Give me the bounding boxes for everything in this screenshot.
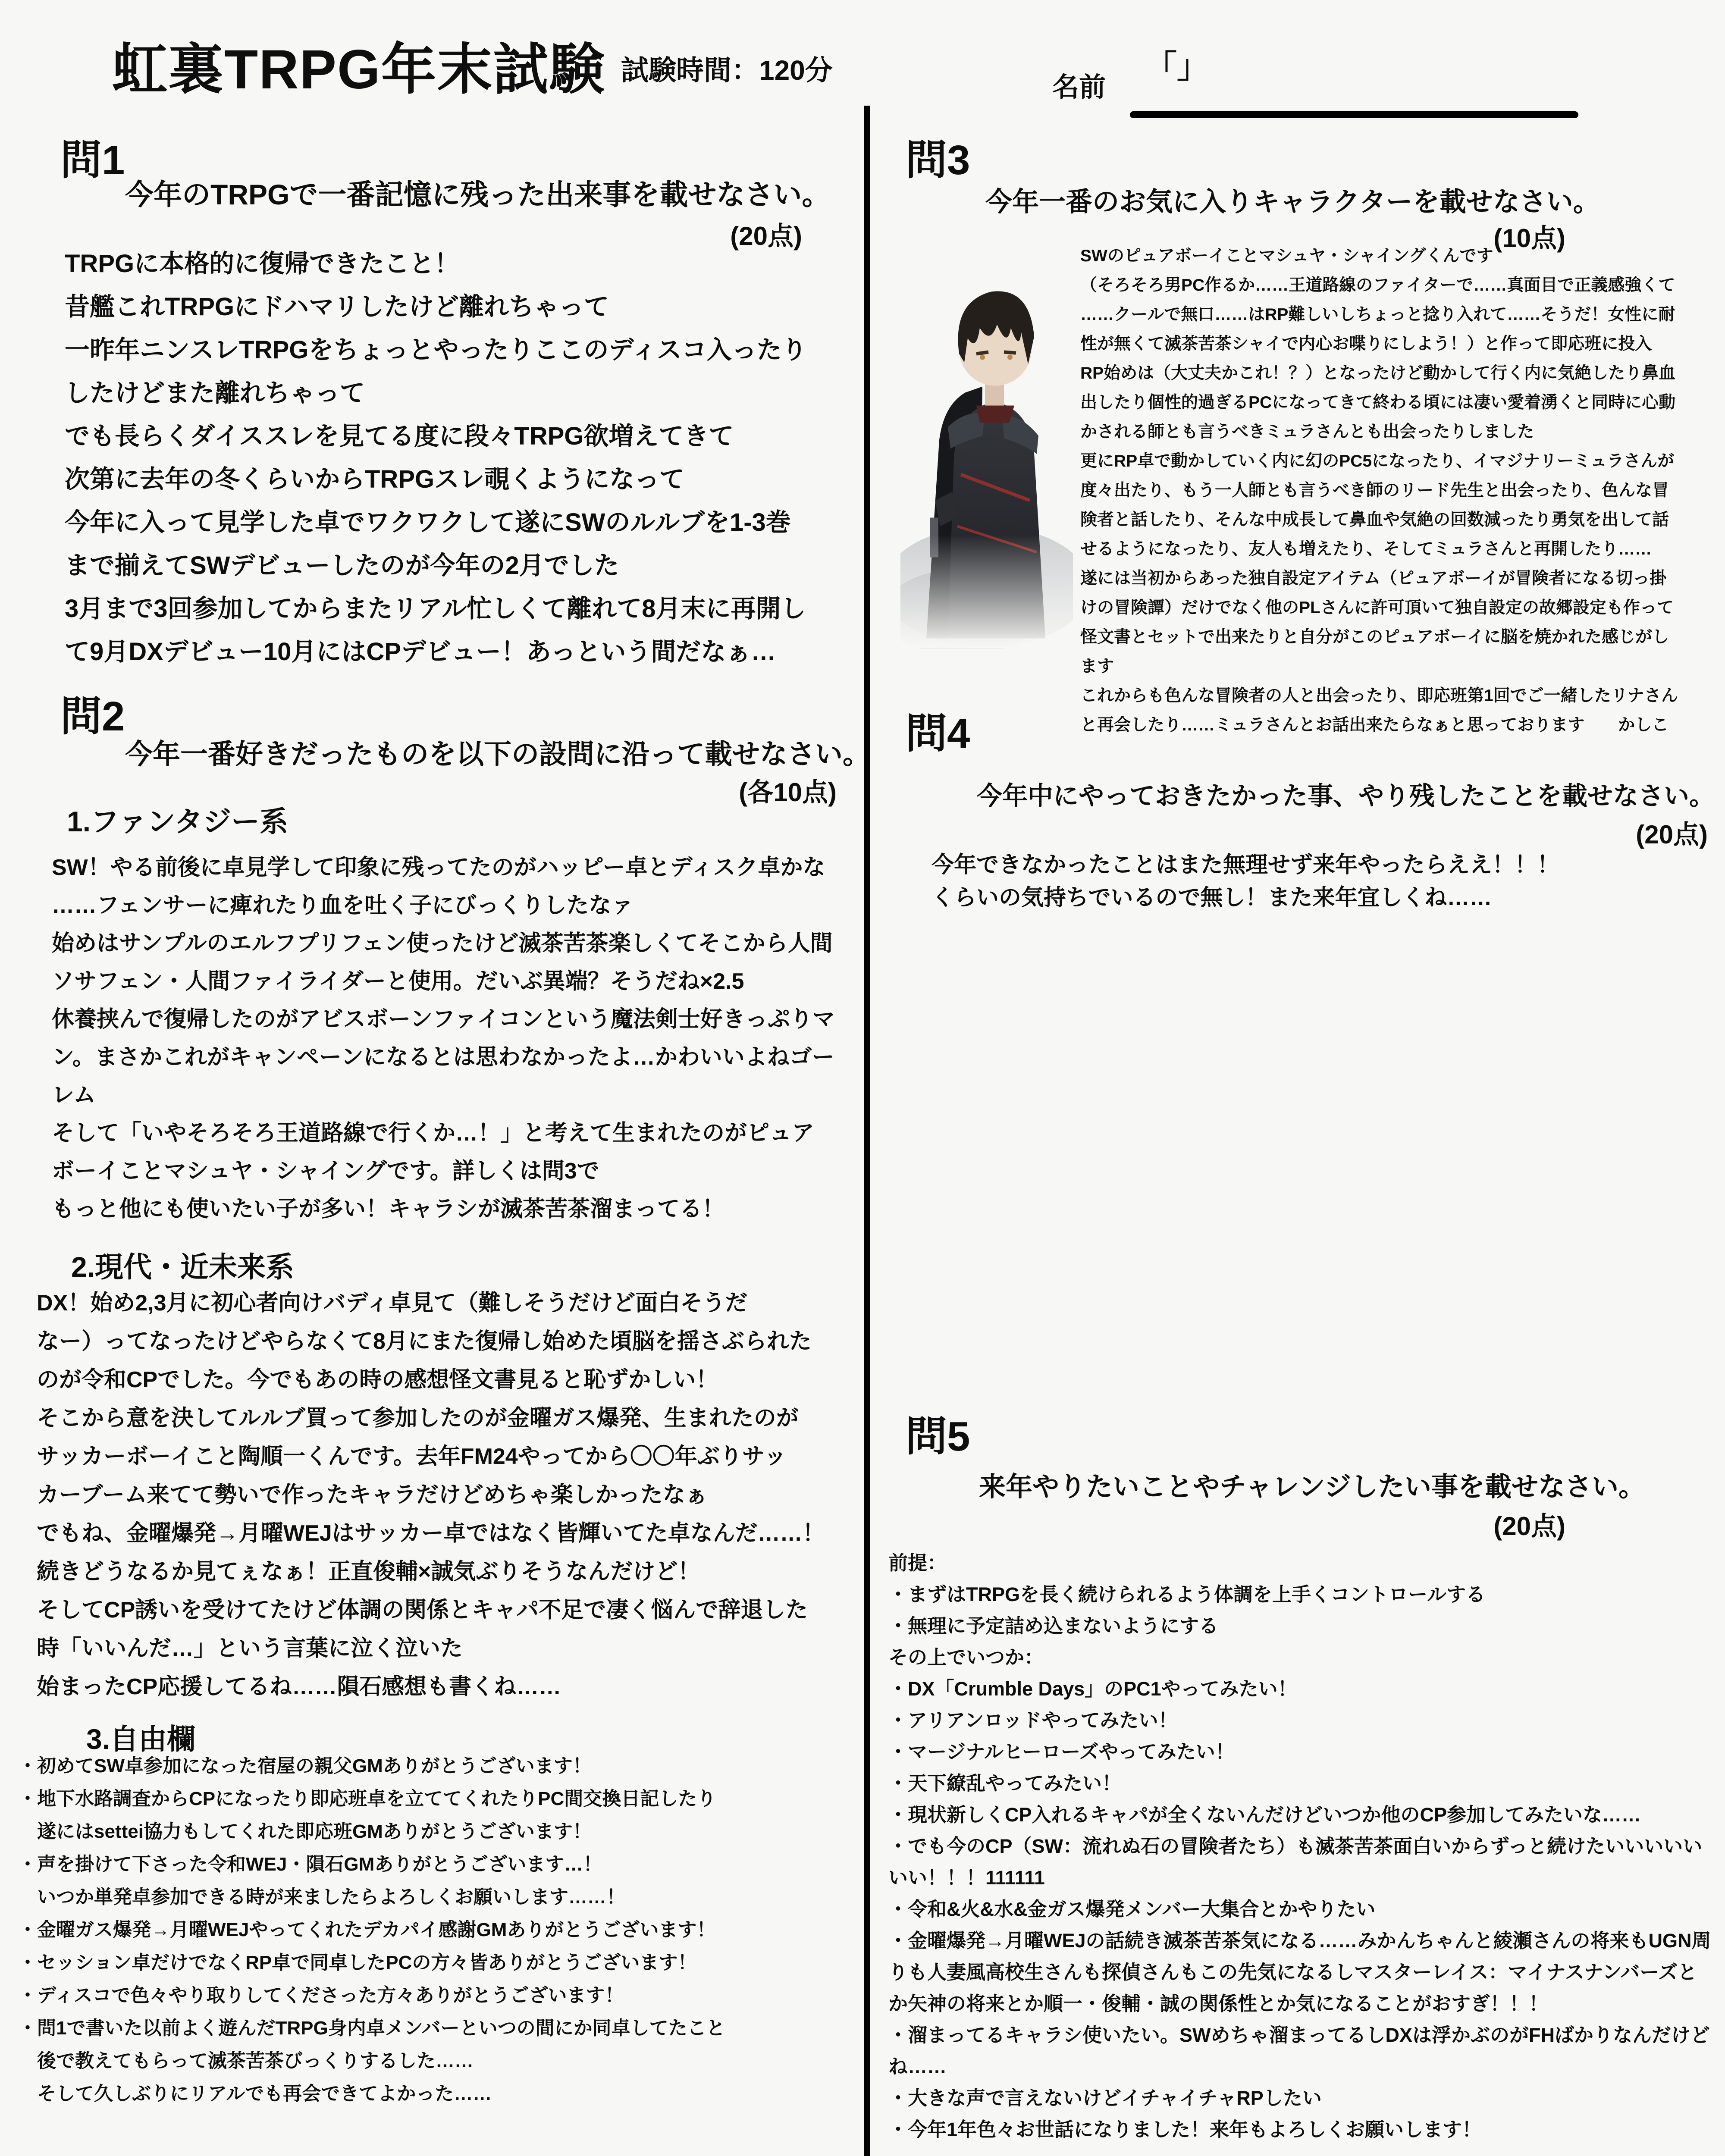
text-line: したけどまた離れちゃって <box>65 379 365 407</box>
text-line: ・ディスコで色々やり取りしてくださった方々ありがとうございます！ <box>18 1985 624 2006</box>
text-line: ……フェンサーに痺れたり血を吐く子にびっくりしたなァ <box>52 893 634 918</box>
text-line: 休養挟んで復帰したのがアビスボーンファイコンという魔法剣士好きっぷりマ <box>52 1007 835 1032</box>
text-line: 性が無くて滅茶苦茶シャイで内心お喋りにしよう！）と作って即応班に投入 <box>1080 335 1652 353</box>
question3-points: (10点) <box>1493 224 1565 253</box>
text-line: ソサフェン・人間ファイライダーと使用。だいぶ異端？そうだね×2.5 <box>52 969 744 994</box>
eye-iris <box>1007 355 1013 360</box>
text-line: ・現状新しくCP入れるキャパが全くないんだけどいつか他のCP参加してみたいな…… <box>888 1804 1641 1826</box>
text-line: 怪文書とセットで出来たりと自分がこのピュアボーイに脳を焼かれた感じがし <box>1080 628 1669 646</box>
text-line: その上でいつか： <box>888 1646 1044 1668</box>
text-line: けの冒険譚）だけでなく他のPLさんに許可頂いて独自設定の故郷設定も作って <box>1080 599 1674 617</box>
text-line: と再会したり……ミュラさんとお話出来たらなぁと思っております かしこ <box>1080 716 1669 734</box>
question3-label: 問3 <box>906 137 970 183</box>
question2-section2-heading: 2.現代・近未来系 <box>71 1251 295 1283</box>
text-line: もっと他にも使いたい子が多い！キャラシが滅茶苦茶溜まってる！ <box>52 1197 725 1222</box>
text-line: か矢神の将来とか順一・俊輔・誠の関係性とか気になることがおすぎ！！！ <box>888 1993 1549 2015</box>
text-line: 後で教えてもらって滅茶苦茶びっくりするした…… <box>18 2050 474 2071</box>
text-line: でも長らくダイススレを見てる度に段々TRPG欲増えてきて <box>65 422 734 450</box>
question5-label: 問5 <box>906 1413 970 1460</box>
page-title: 虹裏TRPG年末試験 <box>112 39 605 100</box>
text-line: りも人妻風高校生さんも探偵さんもこの先気になるしマスターレイス：マイナスナンバーズと <box>888 1961 1697 1983</box>
question1-prompt: 今年のTRPGで一番記憶に残った出来事を載せなさい。 <box>125 179 831 210</box>
text-line: 3月まで3回参加してからまたリアル忙しくて離れて8月末に再開し <box>65 595 806 623</box>
text-line: くらいの気持ちでいるので無し！また来年宜しくね…… <box>932 885 1492 910</box>
text-line: ・問1で書いた以前よく遊んだTRPG身内卓メンバーといつの間にか同卓してたこと <box>18 2018 725 2039</box>
text-line: 昔艦これTRPGにドハマリしたけど離れちゃって <box>65 293 609 321</box>
text-line: 出したり個性的過ぎるPCになってきて終わる頃には凄い愛着湧くと同時に心動 <box>1080 393 1676 412</box>
text-line: DX！始め2,3月に初心者向けバディ卓見て（難しそうだけど面白そうだ <box>37 1291 748 1316</box>
name-underline <box>1130 111 1578 118</box>
collar <box>976 406 1014 423</box>
text-line: 続きどうなるか見てぇなぁ！正直俊輔×誠気ぶりそうなんだけど！ <box>37 1559 700 1584</box>
text-line: そしてCP誘いを受けてたけど体調の関係とキャパ不足で凄く悩んで辞退した <box>37 1598 808 1623</box>
text-line: 始めはサンプルのエルフプリフェン使ったけど滅茶苦茶楽しくてそこから人間 <box>52 931 833 956</box>
question2-label: 問2 <box>60 693 125 740</box>
question2-section2-answer <box>37 1284 825 1706</box>
text-line: 次第に去年の冬くらいからTRPGスレ覗くようになって <box>65 465 685 493</box>
text-line: ・天下繚乱やってみたい！ <box>888 1772 1122 1794</box>
question4-prompt: 今年中にやっておきたかった事、やり残したことを載せなさい。 <box>977 782 1715 810</box>
text-line: 険者と話したり、そんな中成長して鼻血や気絶の回数減ったり勇気を出して話 <box>1080 511 1669 529</box>
text-line: ・マージナルヒーローズやってみたい！ <box>888 1741 1235 1763</box>
eye <box>976 352 988 354</box>
text-line: 前提： <box>888 1552 947 1574</box>
bottom-fade <box>900 535 1073 649</box>
question5-answer <box>888 1547 1711 2145</box>
text-line: 更にRP卓で動かしていく内に幻のPC5になったり、イマジナリーミュラさんが <box>1080 452 1675 470</box>
text-line: ・今年1年色々お世話になりました！来年もよろしくお願いします！ <box>888 2118 1482 2140</box>
text-line: ・DX「Crumble Days」のPC1やってみたい！ <box>888 1678 1297 1700</box>
text-line: カーブーム来てて勢いで作ったキャラだけどめちゃ楽しかったなぁ <box>37 1482 708 1507</box>
text-line: かされる師とも言うべきミュラさんとも出会ったりしました <box>1080 423 1534 441</box>
text-line: ン。まさかこれがキャンペーンになるとは思わなかったよ…かわいいよねゴー <box>52 1045 834 1070</box>
text-line: これからも色んな冒険者の人と出会ったり、即応班第1回でご一緒したリナさん <box>1080 686 1678 705</box>
character-illustration <box>900 241 1073 649</box>
text-line: いい！！！111111 <box>888 1867 1045 1889</box>
question1-label: 問1 <box>60 137 125 183</box>
text-line: SWのピュアボーイことマシュヤ・シャイングくんです <box>1080 247 1493 265</box>
question5-prompt: 来年やりたいことやチャレンジしたい事を載せなさい。 <box>979 1472 1646 1502</box>
text-line: ・セッション卓だけでなくRP卓で同卓したPCの方々皆ありがとうございます！ <box>18 1952 697 1973</box>
text-line: ね…… <box>888 2056 947 2078</box>
question2-section1-answer <box>52 849 835 1228</box>
text-line: 今年できなかったことはまた無理せず来年やったらええ！！！ <box>932 852 1560 877</box>
question4-answer <box>932 849 1559 914</box>
text-line: ・地下水路調査からCPになったり即応班卓を立ててくれたりPC間交換日記したり <box>18 1788 716 1809</box>
text-line: そこから意を決してルルブ買って参加したのが金曜ガス爆発、生まれたのが <box>37 1406 799 1431</box>
anime-knight-illustration-svg <box>900 241 1073 649</box>
question2-prompt: 今年一番好きだったものを以下の設問に沿って載せなさい。 <box>125 739 870 770</box>
name-field-value: 「」 <box>1145 49 1209 85</box>
text-line: TRPGに本格的に復帰できたこと！ <box>65 250 460 278</box>
text-line: いつか単発卓参加できる時が来ましたらよろしくお願いします……！ <box>18 1887 625 1908</box>
text-line: なー）ってなったけどやらなくて8月にまた復帰し始めた頃脳を揺さぶられた <box>37 1329 812 1354</box>
question3-answer <box>1080 241 1678 740</box>
text-line: ……クールで無口……はRP難しいしちょっと捻り入れて……そうだ！女性に耐 <box>1080 305 1675 324</box>
text-line: ・令和&火&水&金ガス爆発メンバー大集合とかやりたい <box>888 1898 1376 1920</box>
text-line: ・初めてSW卓参加になった宿屋の親父GMありがとうございます！ <box>18 1755 592 1777</box>
text-line: ・アリアンロッドやってみたい！ <box>888 1709 1178 1731</box>
text-line: のが令和CPでした。今でもあの時の感想怪文書見ると恥ずかしい！ <box>37 1367 718 1392</box>
text-line: RP始めは（大丈夫かこれ！？）となったけど動かして行く内に気絶したり鼻血 <box>1080 364 1676 382</box>
exam-time-label: 試験時間：120分 <box>621 55 833 86</box>
question3-prompt: 今年一番のお気に入りキャラクターを載せなさい。 <box>985 187 1600 217</box>
text-line: 遂には当初からあった独自設定アイテム（ピュアボーイが冒険者になる切っ掛 <box>1080 569 1667 588</box>
question5-points: (20点) <box>1493 1512 1565 1541</box>
text-line: ・無理に予定詰め込まないようにする <box>888 1615 1219 1637</box>
text-line: 遂にはsettei協力もしてくれた即応班GMありがとうございます！ <box>18 1821 592 1842</box>
text-line: SW！やる前後に卓見学して印象に残ってたのがハッピー卓とディスク卓かな <box>52 855 825 880</box>
column-divider <box>864 106 870 2156</box>
text-line: 時「いいんだ…」という言葉に泣く泣いた <box>37 1636 463 1661</box>
text-line: 始まったCP応援してるね……隕石感想も書くね…… <box>37 1674 561 1699</box>
question1-answer <box>65 242 807 674</box>
text-line: て9月DXデビュー10月にはCPデビュー！あっという間だなぁ… <box>65 638 776 666</box>
question2-section3-heading: 3.自由欄 <box>86 1723 196 1755</box>
text-line: せるようになったり、友人も増えたり、そしてミュラさんと再開したり…… <box>1080 540 1652 558</box>
text-line: 今年に入って見学した卓でワクワクして遂にSWのルルブを1-3巻 <box>65 508 791 536</box>
question4-label: 問4 <box>906 711 970 757</box>
question1-points: (20点) <box>730 222 802 251</box>
text-line: ・溜まってるキャラシ使いたい。SWめちゃ溜まってるしDXは浮かぶのがFHばかりなんだけど <box>888 2024 1710 2046</box>
text-line: そして久しぶりにリアルでも再会できてよかった…… <box>18 2083 492 2104</box>
text-line: レム <box>52 1083 96 1108</box>
text-line: サッカーボーイこと陶順一くんです。去年FM24やってから〇〇年ぶりサッ <box>37 1444 787 1469</box>
text-line: ・金曜ガス爆発→月曜WEJやってくれたデカパイ感謝GMありがとうございます！ <box>18 1919 716 1940</box>
eye <box>1004 352 1016 353</box>
text-line: ます <box>1080 657 1114 676</box>
text-line: ・声を掛けて下さった令和WEJ・隕石GMありがとうございます…！ <box>18 1854 602 1875</box>
text-line: ・でも今のCP（SW：流れぬ石の冒険者たち）も滅茶苦茶面白いからずっと続けたいいいいい <box>888 1835 1703 1857</box>
question2-section3-answer <box>18 1750 725 2110</box>
text-line: まで揃えてSWデビューしたのが今年の2月でした <box>65 552 619 580</box>
question2-section1-heading: 1.ファンタジー系 <box>67 805 289 837</box>
name-field-label: 名前 <box>1052 72 1106 102</box>
text-line: でもね、金曜爆発→月曜WEJはサッカー卓ではなく皆輝いてた卓なんだ……！ <box>37 1521 825 1546</box>
eye-iris <box>980 355 985 360</box>
text-line: （そろそろ男PC作るか……王道路線のファイターで……真面目で正義感強くて <box>1080 276 1675 295</box>
text-line: そして「いやそろそろ王道路線で行くか…！」と考えて生まれたのがピュア <box>52 1121 815 1146</box>
text-line: 度々出たり、もう一人師とも言うべき師のリード先生と出会ったり、色んな冒 <box>1080 481 1669 500</box>
question2-points: (各10点) <box>739 778 837 807</box>
text-line: ・大きな声で言えないけどイチャイチャRPしたい <box>888 2087 1322 2109</box>
text-line: ・金曜爆発→月曜WEJの話続き滅茶苦茶気になる……みかんちゃんと綾瀬さんの将来もUGN周 <box>888 1930 1711 1952</box>
text-line: 一昨年ニンスレTRPGをちょっとやったりここのディスコ入ったり <box>65 336 807 364</box>
text-line: ・まずはTRPGを長く続けられるよう体調を上手くコントロールする <box>888 1583 1486 1605</box>
text-line: ボーイことマシュヤ・シャイングです。詳しくは問3で <box>52 1159 599 1184</box>
question4-points: (20点) <box>1636 820 1708 849</box>
